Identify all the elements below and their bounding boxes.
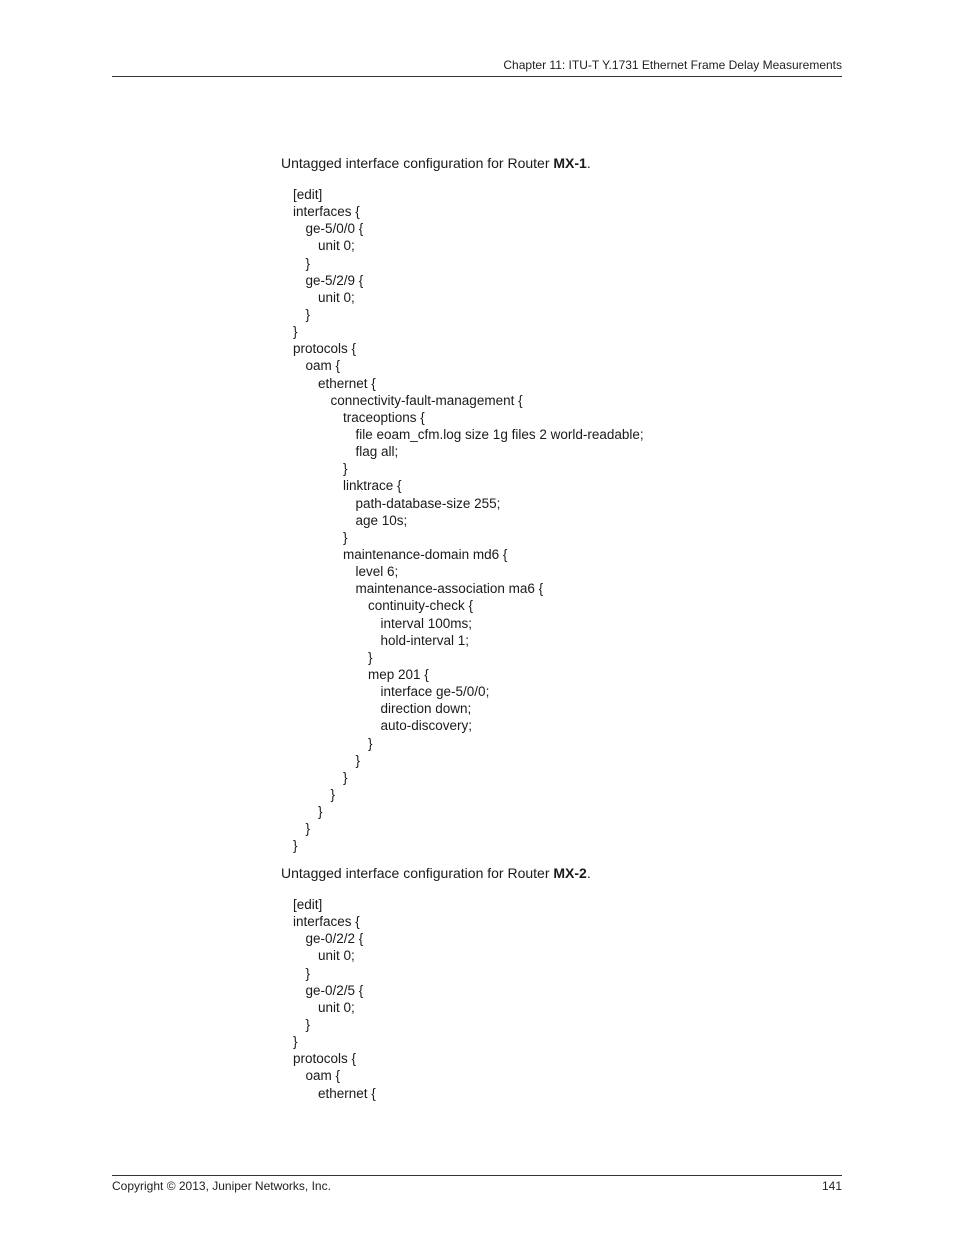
copyright-text: Copyright © 2013, Juniper Networks, Inc. — [112, 1179, 331, 1193]
page-header — [112, 58, 842, 77]
code-line: unit 0; — [318, 289, 355, 305]
code-line: } — [355, 752, 361, 768]
code-line: interfaces { — [293, 204, 360, 220]
code-line: } — [330, 786, 336, 802]
code-line: unit 0; — [318, 238, 355, 254]
code-line: mep 201 { — [368, 666, 429, 682]
code-line: } — [305, 821, 311, 837]
code-line: continuity-check { — [368, 598, 474, 614]
code-line: ge-0/2/5 { — [305, 982, 364, 998]
code-line: maintenance-association ma6 { — [355, 581, 544, 597]
code-line: } — [293, 324, 298, 340]
code-line: protocols { — [293, 341, 357, 357]
intro-period: . — [586, 155, 591, 171]
router-name: MX-1 — [553, 155, 587, 171]
code-line: traceoptions { — [343, 409, 425, 425]
page-footer — [112, 1175, 842, 1193]
config-block-mx1 — [293, 186, 644, 854]
code-line: file eoam_cfm.log size 1g files 2 world-readable; — [355, 426, 644, 442]
code-line: interface ge-5/0/0; — [380, 684, 490, 700]
code-line: linktrace { — [343, 478, 402, 494]
section-intro-mx1 — [281, 155, 591, 172]
intro-text: Untagged interface configuration for Router — [281, 865, 554, 881]
code-line: } — [368, 735, 373, 751]
code-line: flag all; — [355, 444, 399, 460]
code-line: oam { — [305, 358, 341, 374]
code-line: unit 0; — [318, 999, 355, 1015]
code-line: ge-5/0/0 { — [305, 221, 364, 237]
code-line: level 6; — [355, 564, 399, 580]
code-line: interfaces { — [293, 914, 360, 930]
code-line: connectivity-fault-management { — [330, 392, 523, 408]
page-number: 141 — [821, 1179, 842, 1193]
router-name: MX-2 — [553, 865, 587, 881]
code-line: unit 0; — [318, 948, 355, 964]
code-line: } — [343, 769, 348, 785]
code-line: } — [368, 649, 373, 665]
code-line: age 10s; — [355, 512, 408, 528]
code-line: } — [343, 529, 348, 545]
code-line: } — [318, 804, 323, 820]
code-line: [edit] — [293, 897, 323, 912]
config-block-mx2 — [293, 896, 376, 1102]
code-line: oam { — [305, 1068, 341, 1084]
chapter-title: Chapter 11: ITU-T Y.1731 Ethernet Frame Delay Measurements — [503, 58, 842, 72]
section-intro-mx2 — [281, 865, 591, 882]
intro-text: Untagged interface configuration for Router — [281, 155, 554, 171]
code-line: auto-discovery; — [380, 718, 473, 734]
code-line: } — [293, 1034, 298, 1050]
code-line: interval 100ms; — [380, 615, 473, 631]
code-line: hold-interval 1; — [380, 632, 470, 648]
code-line: } — [293, 838, 298, 854]
code-line: direction down; — [380, 701, 472, 717]
code-line: } — [305, 965, 311, 981]
code-line: maintenance-domain md6 { — [343, 546, 508, 562]
code-line: ge-0/2/2 { — [305, 931, 364, 947]
code-line: } — [343, 461, 348, 477]
code-line: } — [305, 1016, 311, 1032]
code-line: } — [305, 306, 311, 322]
code-line: [edit] — [293, 187, 323, 202]
code-line: ethernet { — [318, 375, 376, 391]
code-line: ge-5/2/9 { — [305, 272, 364, 288]
code-line: ethernet { — [318, 1085, 376, 1101]
code-line: protocols { — [293, 1051, 357, 1067]
intro-period: . — [586, 865, 591, 881]
code-line: path-database-size 255; — [355, 495, 501, 511]
code-line: } — [305, 255, 311, 271]
